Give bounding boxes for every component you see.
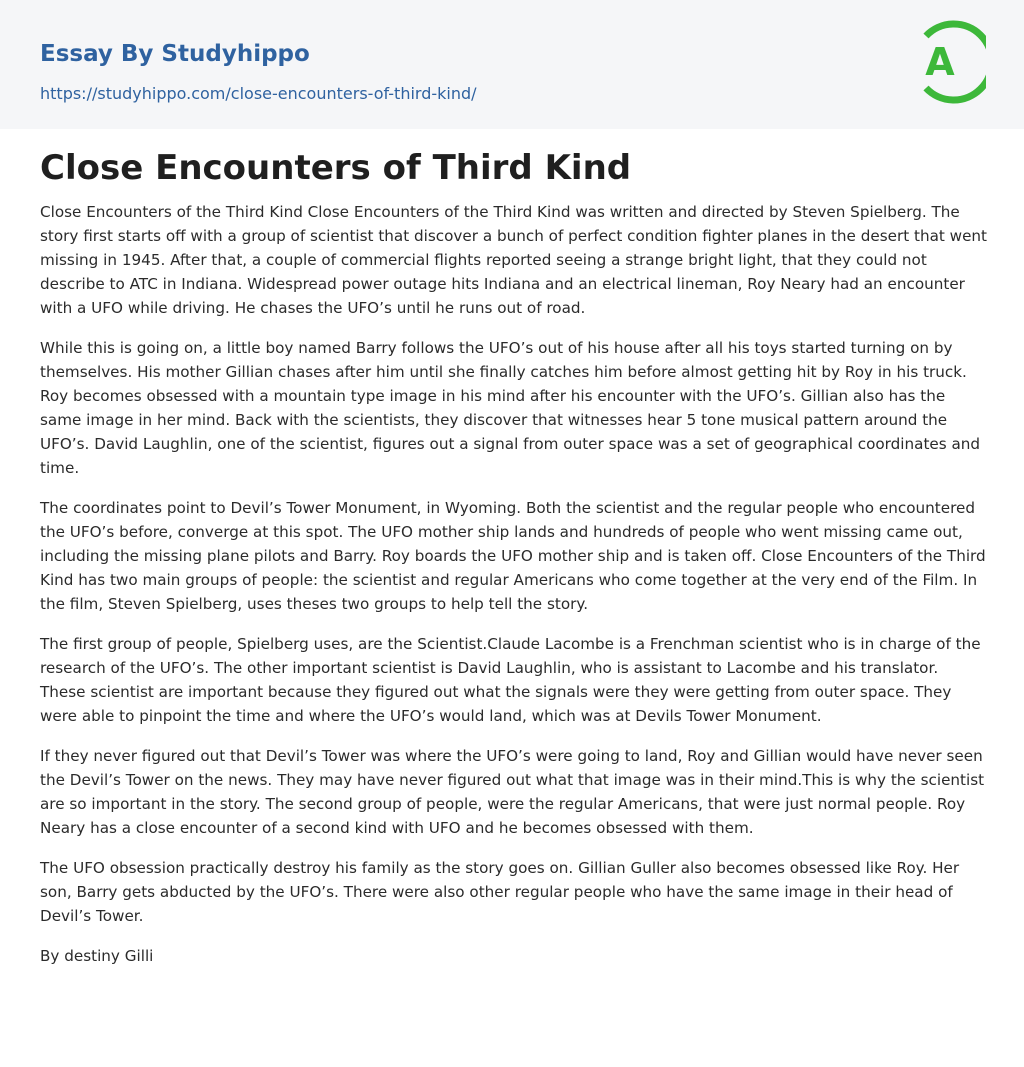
essay-paragraph: While this is going on, a little boy named Barry follows the UFO’s out of his house after all his toys started turning on by themselves. His mother Gillian chases after him until she finally catches him before almost getting hit by Roy in his truck. Roy becomes obsessed with a mountain type image in his mind after his encounter with the UFO’s. Gillian also has the same image in her mind. Back with the scientists, they discover that witnesses hear 5 tone musical pattern around the UFO’s. David Laughlin, one of the scientist, figures out a signal from outer space was a set of geographical coordinates and time. (40, 339, 981, 477)
essay-paragraph: The coordinates point to Devil’s Tower Monument, in Wyoming. Both the scientist and the regular people who encountered the UFO’s before, converge at this spot. The UFO mother ship lands and hundreds of people who went missing came out, including the missing plane pilots and Barry. Roy boards the UFO mother ship and is taken off. Close Encounters of the Third Kind has two main groups of people: the scientist and regular Americans who come together at the very end of the Film. In the film, Steven Spielberg, uses theses two groups to help tell the story. (40, 499, 986, 613)
header (0, 0, 1024, 129)
essay-author: By destiny Gilli (40, 947, 154, 965)
logo-letter: A (925, 40, 955, 84)
essay-paragraph: Close Encounters of the Third Kind Close Encounters of the Third Kind was written and directed by Steven Spielberg. The story first starts off with a group of scientist that discover a bunch of perfect condition fighter planes in the desert that went missing in 1945. After that, a couple of commercial flights reported seeing a strange bright light, that they could not describe to ATC in Indiana. Widespread power outage hits Indiana and an electrical lineman, Roy Neary had an encounter with a UFO while driving. He chases the UFO’s until he runs out of road. (40, 203, 988, 317)
page-url-link[interactable]: https://studyhippo.com/close-encounters-of-third-kind/ (40, 84, 477, 103)
essay-content (40, 145, 988, 984)
essay-title: Close Encounters of Third Kind (40, 148, 632, 188)
studyhippo-logo-icon[interactable] (912, 20, 986, 104)
essay-paragraph: The first group of people, Spielberg uses, are the Scientist.Claude Lacombe is a Frenchman scientist who is in charge of the research of the UFO’s. The other important scientist is David Laughlin, who is assistant to Lacombe and his translator. These scientist are important because they figured out what the signals were they were getting from outer space. They were able to pinpoint the time and where the UFO’s would land, which was at Devils Tower Monument. (40, 635, 981, 725)
essay-paragraph: The UFO obsession practically destroy his family as the story goes on. Gillian Guller also becomes obsessed like Roy. Her son, Barry gets abducted by the UFO’s. There were also other regular people who have the same image in their head of Devil’s Tower. (40, 859, 960, 925)
essay-paragraph: If they never figured out that Devil’s Tower was where the UFO’s were going to land, Roy and Gillian would have never seen the Devil’s Tower on the news. They may have never figured out what that image was in their mind.This is why the scientist are so important in the story. The second group of people, were the regular Americans, that were just normal people. Roy Neary has a close encounter of a second kind with UFO and he becomes obsessed with them. (40, 747, 985, 837)
site-brand[interactable]: Essay By Studyhippo (40, 41, 310, 67)
